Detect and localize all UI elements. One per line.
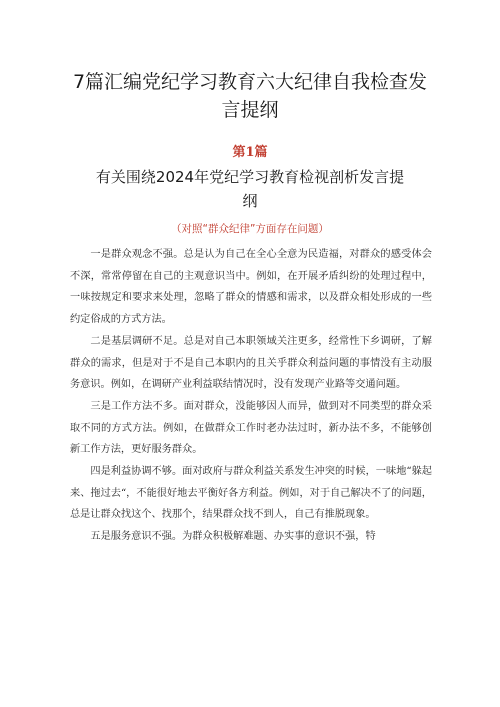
document-title-line-1: 7篇汇编党纪学习教育六大纪律自我检查发 bbox=[72, 71, 428, 93]
section-title-line-1: 有关围绕2024年党纪学习教育检视剖析发言提 bbox=[95, 168, 405, 186]
section-subtitle: （对照“群众纪律”方面存在问题） bbox=[171, 223, 329, 235]
document-title bbox=[40, 68, 460, 124]
section-title-line-2: 纲 bbox=[242, 192, 258, 210]
body-text bbox=[70, 244, 432, 548]
paragraph-3: 三是工作方法不多。面对群众，没能够因人而异，做到对不同类型的群众采取不同的方式方法。例如，在做群众工作时老办法过时，新办法不多，不能够创新工作方法，更好服务群众。 bbox=[70, 400, 432, 456]
paragraph-1: 一是群众观念不强。总是认为自己在全心全意为民造福，对群众的感受体会不深，常常停留在自己的主观意识当中。例如，在开展矛盾纠纷的处理过程中，一味按规定和要求来处理，忽略了群众的情感和需求，以及群众相处形成的一些约定俗成的方式方法。 bbox=[70, 249, 432, 326]
paragraph-4: 四是利益协调不够。面对政府与群众利益关系发生冲突的时候，一味地“躲起来、拖过去“，不能很好地去平衡好各方利益。例如，对于自己解决不了的问题，总是让群众找这个、找那个，结果群众找不到人，自己有推脱现象。 bbox=[70, 466, 432, 521]
paragraph-2: 二是基层调研不足。总是对自己本职领域关注更多，经常性下乡调研，了解群众的需求，但是对于不是自己本职内的且关乎群众利益问题的事情没有主动服务意识。例如，在调研产业利益联结情况时，没有发现产业路等交通问题。 bbox=[70, 335, 432, 391]
chapter-label: 第1篇 bbox=[232, 145, 268, 160]
paragraph-5: 五是服务意识不强。为群众积极解难题、办实事的意识不强，特 bbox=[90, 531, 376, 543]
document-title-line-2: 言提纲 bbox=[221, 99, 279, 121]
section-title bbox=[70, 165, 430, 213]
